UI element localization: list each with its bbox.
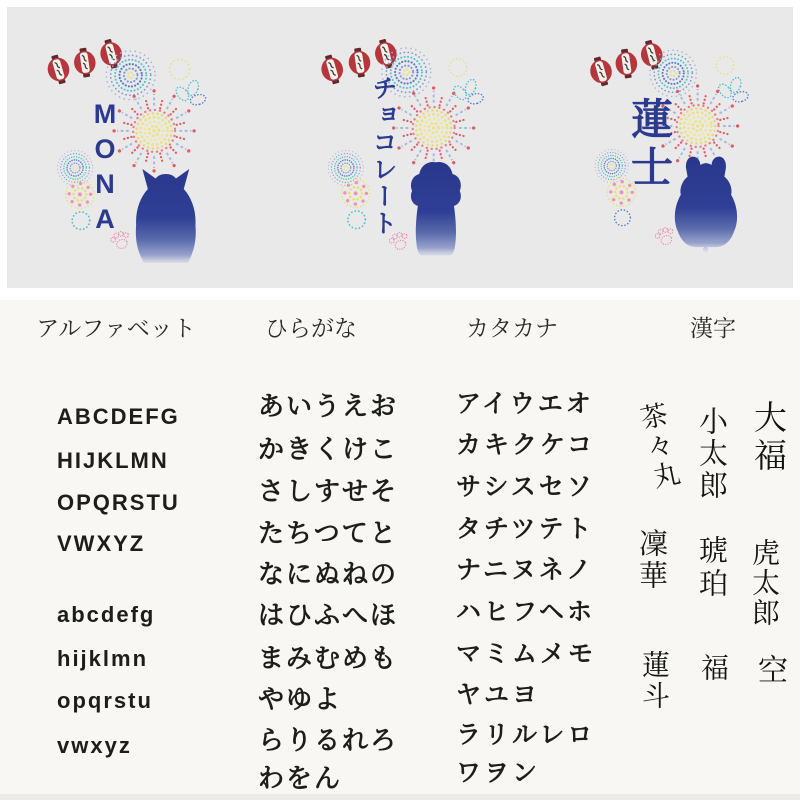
- clover-icon: [174, 79, 207, 106]
- column-header-alphabet: アルファベット: [36, 315, 196, 341]
- font-sample-row: vwxyz: [57, 733, 132, 758]
- lantern-icon: [587, 54, 616, 88]
- design-name-kanji: 蓮士: [624, 97, 674, 193]
- font-sample-row: ハヒフヘホ: [456, 598, 596, 626]
- font-sample-row: たちつてと: [258, 518, 398, 548]
- lantern-icon: [318, 52, 347, 86]
- dotted-circle-icon: [72, 212, 90, 230]
- design-name-alphabet: MONA: [90, 99, 120, 239]
- font-sample-row: アイウエオ: [456, 390, 594, 418]
- font-sample-row: やゆよ: [258, 684, 343, 714]
- lantern-icon: [614, 48, 639, 80]
- font-sample-row: あいうえお: [258, 391, 399, 421]
- design-decoration-canvas: [7, 7, 269, 288]
- small-firework-icon: [328, 150, 363, 185]
- font-sample-row: HIJKLMN: [57, 448, 169, 473]
- lantern-icon: [638, 38, 666, 72]
- column-header-kanji: 漢字: [690, 315, 736, 341]
- lantern-icon: [372, 37, 400, 71]
- font-sample-row: ワヲン: [456, 759, 541, 787]
- lantern-icon: [97, 37, 125, 71]
- dotted-circle-icon: [348, 211, 366, 229]
- font-sample-row: かきくけこ: [258, 434, 399, 464]
- font-sample-row: カキクケコ: [456, 431, 596, 459]
- small-firework-icon: [650, 50, 696, 96]
- clover-icon: [451, 78, 484, 105]
- column-header-katakana: カタカナ: [466, 315, 558, 341]
- font-sample-row: タチツテト: [456, 515, 595, 543]
- big-firework-icon: [392, 86, 475, 169]
- font-sample-row: さしすせそ: [258, 476, 399, 506]
- design-examples-strip: [0, 0, 800, 300]
- lantern-icon: [72, 47, 97, 79]
- dotted-circle-icon: [615, 210, 631, 226]
- poodle-silhouette: [411, 162, 461, 255]
- design-name-katakana: チョコレート: [368, 75, 397, 237]
- lantern-icon: [347, 47, 372, 79]
- bulldog-silhouette: [675, 157, 737, 253]
- small-firework-icon: [106, 51, 155, 100]
- font-sample-row: はひふへほ: [258, 600, 399, 630]
- design-examples-background: [7, 7, 793, 288]
- kanji-example-name: 凜華: [635, 528, 669, 592]
- font-sample-row: らりるれろ: [258, 725, 399, 755]
- font-sample-row: VWXYZ: [57, 531, 146, 556]
- dotted-circle-icon: [716, 57, 734, 75]
- dotted-circle-icon: [449, 59, 467, 77]
- design-example-kanji: [531, 7, 793, 288]
- kanji-example-name: 大福: [749, 400, 788, 476]
- kanji-example-name: 虎太郎: [748, 538, 781, 628]
- cat-silhouette: [136, 169, 196, 263]
- font-sample-row: abcdefg: [57, 602, 156, 627]
- font-sample-row: わをん: [258, 763, 343, 793]
- bottom-edge-strip: [0, 794, 800, 800]
- column-header-hiragana: ひらがな: [265, 315, 357, 341]
- dotted-circle-icon: [169, 59, 189, 79]
- kanji-example-name: 小太郎: [695, 406, 729, 502]
- kanji-example-name: 琥珀: [695, 535, 729, 601]
- font-sample-row: ナニヌネノ: [456, 556, 595, 584]
- kanji-example-name: 蓮斗: [638, 650, 671, 712]
- font-sample-row: ラリルレロ: [456, 721, 596, 749]
- kanji-example-name: 茶々丸: [632, 399, 683, 495]
- big-firework-icon: [112, 89, 195, 172]
- kanji-example-name: 空: [752, 654, 787, 684]
- design-example-katakana: [269, 7, 531, 288]
- font-sample-row: ヤユヨ: [456, 681, 541, 709]
- font-sample-row: まみむめも: [258, 643, 399, 673]
- clover-icon: [716, 76, 749, 103]
- lantern-icon: [44, 52, 73, 86]
- kanji-example-name: 福: [697, 653, 730, 681]
- font-guide-section: [0, 300, 800, 794]
- font-sample-row: opqrstu: [57, 688, 153, 713]
- design-example-alphabet: [7, 7, 269, 288]
- font-sample-row: ABCDEFG: [57, 404, 180, 429]
- font-sample-row: マミムメモ: [456, 640, 597, 668]
- font-sample-row: hijklmn: [57, 646, 149, 671]
- font-sample-row: OPQRSTU: [57, 490, 180, 515]
- font-sample-row: なにぬねの: [258, 559, 399, 589]
- paw-icon: [654, 226, 677, 248]
- font-sample-row: サシスセソ: [456, 473, 595, 501]
